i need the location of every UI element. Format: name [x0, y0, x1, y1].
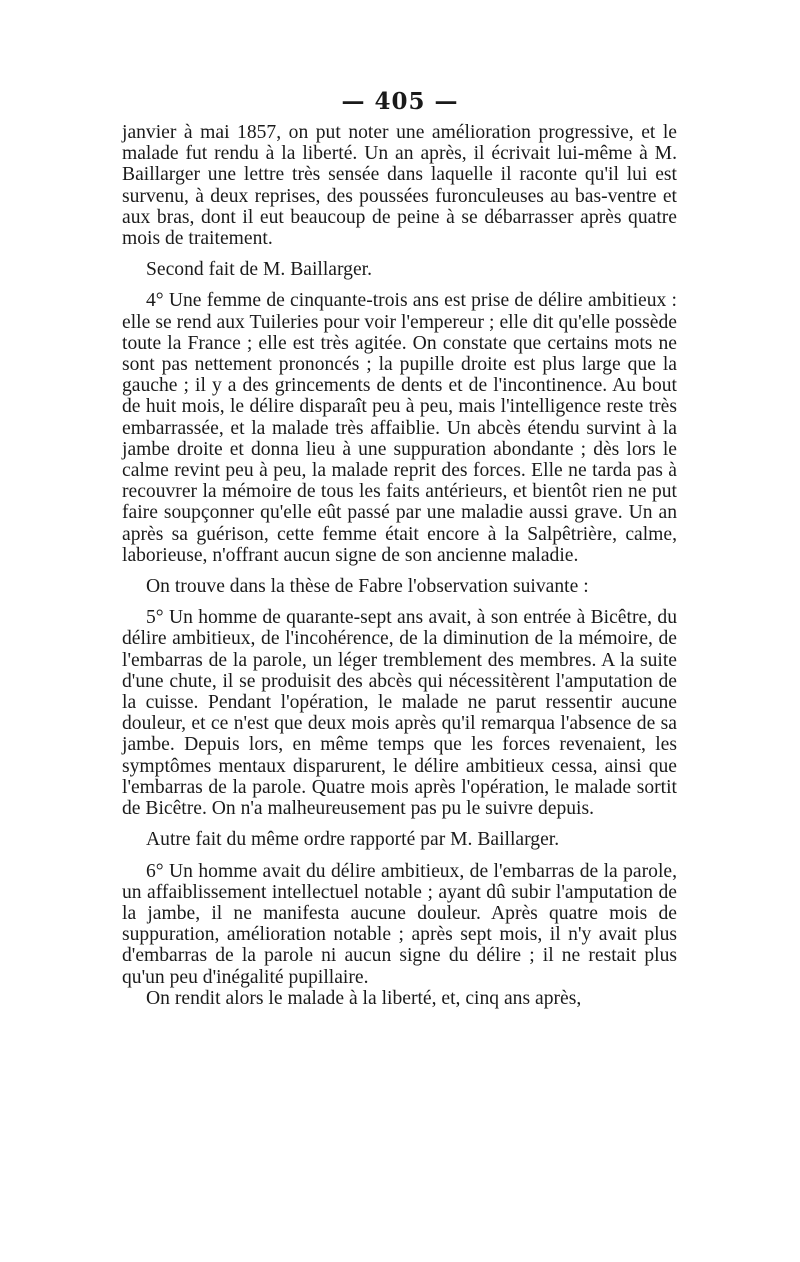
paragraph-final: On rendit alors le malade à la liberté, et, cinq ans après, [146, 987, 582, 1009]
paragraph-continuation: janvier à mai 1857, on put noter une amélioration progressive, et le malade fut rendu à la liberté. Un an après, il écrivait lui-même à M. Baillarger une lettre très sensée dans laquelle il raconte qu'il lui est survenu, à deux reprises, des poussées furonculeuses au bas-ventre et aux bras, dont il eut beaucoup de peine à se débarrasser après quatre mois de traitement. [122, 122, 677, 250]
paragraph-case-4: 4° Une femme de cinquante-trois ans est prise de délire ambitieux : elle se rend aux Tuileries pour voir l'empereur ; elle dit qu'elle possède toute la France ; elle est très agitée. On constate que certains mots ne sont pas nettement prononcés ; la pupille droite est plus large que la gauche ; il y a des grincements de dents et de l'incontinence. Au bout de huit mois, le délire disparaît peu à peu, mais l'intelligence reste très embarrassée, et la malade très affaiblie. Un abcès étendu survint à la jambe droite et donna lieu à une suppuration abondante ; dès lors le calme revint peu à peu, la malade reprit des forces. Elle ne tarda pas à recouvrer la mémoire de tous les faits antérieurs, et bientôt rien ne put faire soupçonner qu'elle eût passé par une maladie aussi grave. Un an après sa guérison, cette femme était encore à la Salpêtrière, calme, laborieuse, n'offrant aucun signe de son ancienne maladie. [122, 290, 677, 566]
section-heading-fabre: On trouve dans la thèse de Fabre l'observation suivante : [146, 576, 589, 598]
body-text [122, 122, 677, 1009]
section-heading-second-fact: Second fait de M. Baillarger. [146, 259, 372, 281]
section-heading-other-fact: Autre fait du même ordre rapporté par M. Baillarger. [146, 829, 560, 851]
page-number: — 405 — [341, 88, 459, 115]
paragraph-case-6: 6° Un homme avait du délire ambitieux, de l'embarras de la parole, un affaiblissement intellectuel notable ; ayant dû subir l'amputation de la jambe, il ne manifesta aucune douleur. Après quatre mois de suppuration, amélioration notable ; après sept mois, il n'y avait plus d'embarras de la parole ni aucun signe du délire ; il ne restait plus qu'un peu d'inégalité pupillaire. [122, 860, 677, 988]
paragraph-case-5: 5° Un homme de quarante-sept ans avait, à son entrée à Bicêtre, du délire ambitieux, de l'incohérence, de la diminution de la mémoire, de l'embarras de la parole, un léger tremblement des membres. A la suite d'une chute, il se produisit des abcès qui nécessitèrent l'amputation de la cuisse. Pendant l'opération, le malade ne parut ressentir aucune douleur, et ce n'est que deux mois après qu'il remarqua l'absence de sa jambe. Depuis lors, en même temps que les forces revenaient, les symptômes mentaux disparurent, le délire ambitieux cessa, ainsi que l'embarras de la parole. Quatre mois après l'opération, le malade sortit de Bicêtre. On n'a malheureusement pas pu le suivre depuis. [122, 607, 677, 820]
